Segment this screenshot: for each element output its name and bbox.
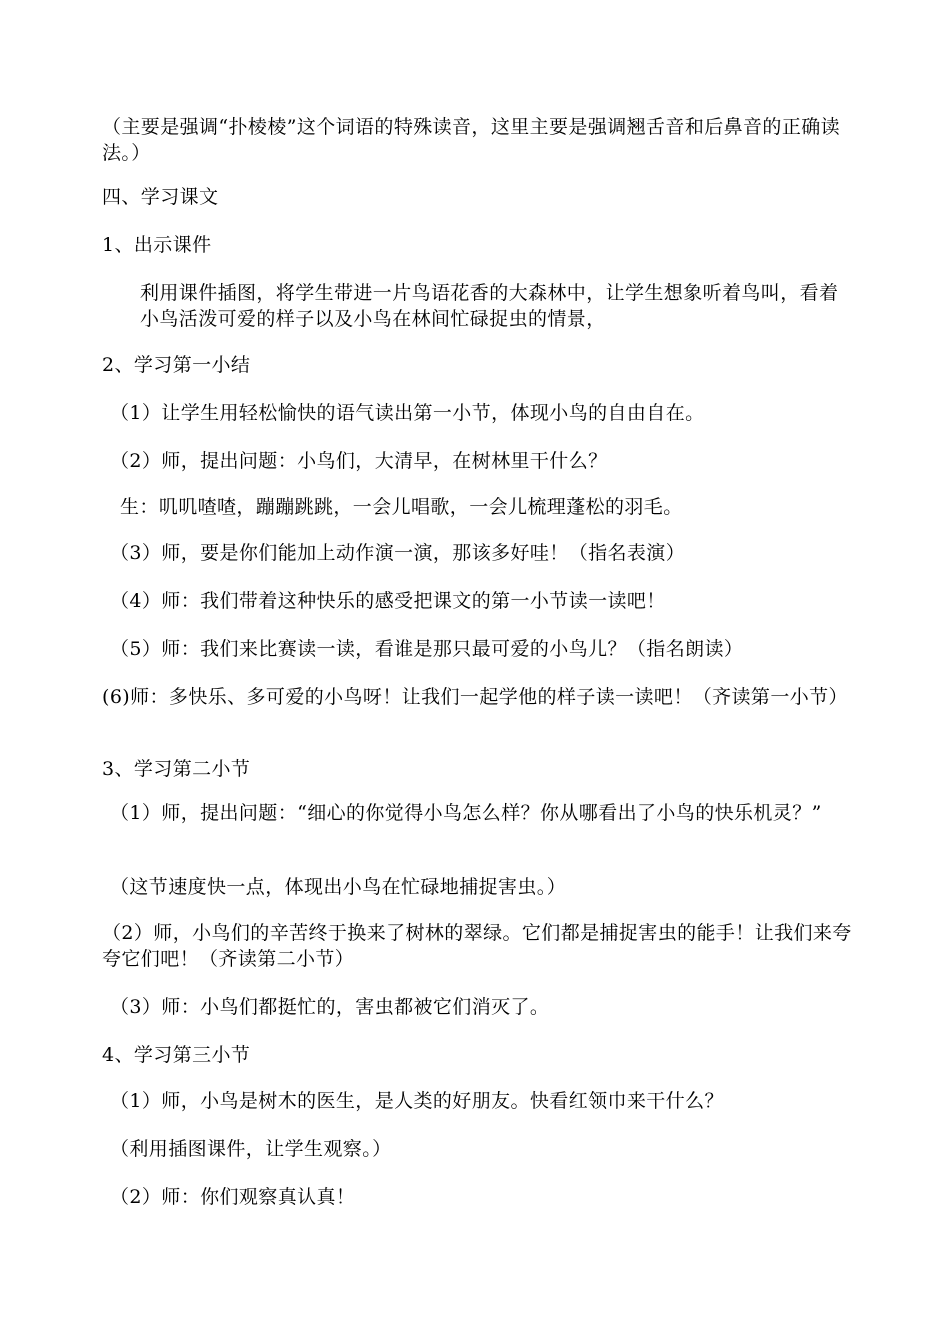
item-2-4: （4）师：我们带着这种快乐的感受把课文的第一小节读一读吧！ xyxy=(110,590,666,612)
item-2-2: （2）师，提出问题：小鸟们，大清早，在树林里干什么？ xyxy=(110,450,608,472)
item-3-2: （2）师，小鸟们的辛苦终于换来了树林的翠绿。它们都是捕捉害虫的能手！让我们来夸夸它们吧！（齐读第二小节） xyxy=(102,922,852,970)
step-heading-2: 2、学习第一小结 xyxy=(102,354,251,376)
item-2-5: （5）师：我们来比赛读一读，看谁是那只最可爱的小鸟儿？（指名朗读） xyxy=(110,638,744,660)
step-heading-3: 3、学习第二小节 xyxy=(102,758,251,780)
item-4-2: （2）师：你们观察真认真！ xyxy=(110,1186,356,1208)
item-3-3: （3）师：小鸟们都挺忙的，害虫都被它们消灭了。 xyxy=(110,996,550,1018)
item-3-1: （1）师，提出问题：“细心的你觉得小鸟怎么样？你从哪看出了小鸟的快乐机灵？” xyxy=(110,802,822,824)
note-observe: （利用插图课件，让学生观察。） xyxy=(110,1138,392,1160)
step-heading-1: 1、出示课件 xyxy=(102,234,212,256)
note-pronunciation: （主要是强调“扑棱棱”这个词语的特殊读音，这里主要是强调翘舌音和后鼻音的正确读法。） xyxy=(102,116,841,164)
item-2-3: （3）师，要是你们能加上动作演一演，那该多好哇！（指名表演） xyxy=(110,542,686,564)
item-2-2-answer: 生：叽叽喳喳，蹦蹦跳跳，一会儿唱歌，一会儿梳理蓬松的羽毛。 xyxy=(120,496,683,518)
step-heading-4: 4、学习第三小节 xyxy=(102,1044,251,1066)
section-heading-4: 四、学习课文 xyxy=(102,186,219,208)
item-2-1: （1）让学生用轻松愉快的语气读出第一小节，体现小鸟的自由自在。 xyxy=(110,402,705,424)
item-2-6: (6)师：多快乐、多可爱的小鸟呀！让我们一起学他的样子读一读吧！（齐读第一小节） xyxy=(102,686,848,708)
paragraph-courseware: 利用课件插图，将学生带进一片鸟语花香的大森林中，让学生想象听着鸟叫，看着小鸟活泼可爱的样子以及小鸟在林间忙碌捉虫的情景， xyxy=(140,282,839,330)
item-4-1: （1）师，小鸟是树木的医生，是人类的好朋友。快看红领巾来干什么？ xyxy=(110,1090,724,1112)
note-speed: （这节速度快一点，体现出小鸟在忙碌地捕捉害虫。） xyxy=(110,876,567,898)
